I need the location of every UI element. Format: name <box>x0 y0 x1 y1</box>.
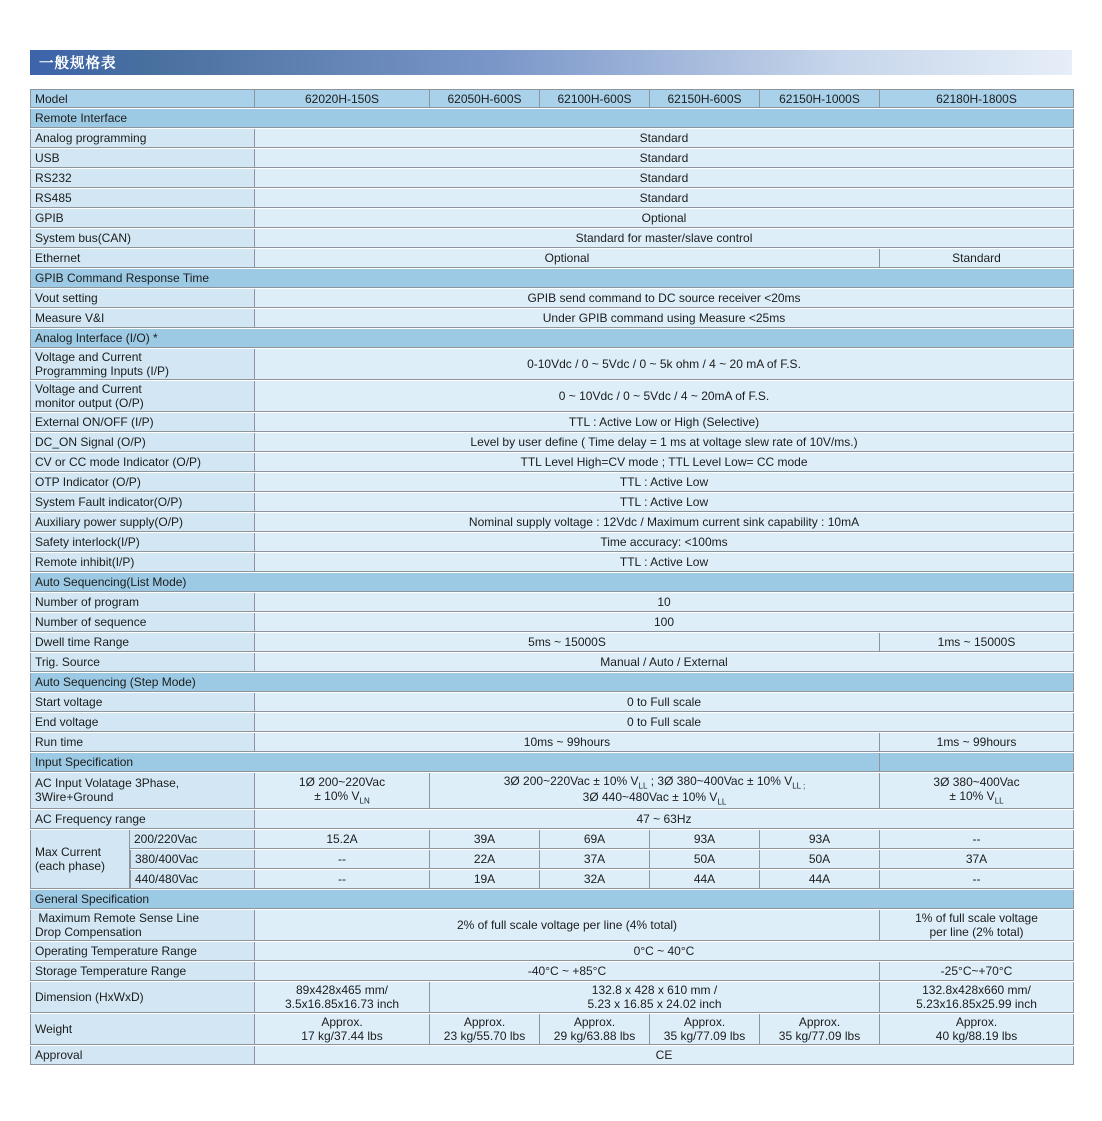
row-label: Auxiliary power supply(O/P) <box>30 513 255 532</box>
row-label: OTP Indicator (O/P) <box>30 473 255 492</box>
column-header: 62150H-1000S <box>760 89 880 108</box>
row-label: Dwell time Range <box>30 633 255 652</box>
spec-value: Approx. 35 kg/77.09 lbs <box>760 1014 880 1045</box>
spec-value: 0 ~ 10Vdc / 0 ~ 5Vdc / 4 ~ 20mA of F.S. <box>255 381 1074 412</box>
section-header: Auto Sequencing(List Mode) <box>30 573 1074 592</box>
table-row <box>30 593 1074 612</box>
table-row <box>30 513 1074 532</box>
column-header-model: Model <box>30 89 255 108</box>
table-row <box>30 433 1074 452</box>
spec-value: 47 ~ 63Hz <box>255 810 1074 829</box>
spec-value: Manual / Auto / External <box>255 653 1074 672</box>
table-row <box>30 713 1074 732</box>
table-row <box>30 413 1074 432</box>
spec-value: 32A <box>540 870 650 889</box>
spec-value: 44A <box>760 870 880 889</box>
spec-value: 37A <box>880 850 1074 869</box>
spec-value: 1% of full scale voltage per line (2% total) <box>880 910 1074 941</box>
section-row <box>30 673 1074 692</box>
spec-value: Optional <box>255 249 880 268</box>
spec-value: 1ms ~ 15000S <box>880 633 1074 652</box>
spec-value: Approx. 40 kg/88.19 lbs <box>880 1014 1074 1045</box>
spec-value: 132.8x428x660 mm/ 5.23x16.85x25.99 inch <box>880 982 1074 1013</box>
row-label: Approval <box>30 1046 255 1065</box>
section-header: Input Specification <box>30 753 880 772</box>
spec-value: Standard <box>255 189 1074 208</box>
section-row <box>30 109 1074 128</box>
table-row <box>30 129 1074 148</box>
section-header: Analog Interface (I/O) * <box>30 329 1074 348</box>
table-row <box>30 962 1074 981</box>
row-label: DC_ON Signal (O/P) <box>30 433 255 452</box>
spec-value: -40°C ~ +85°C <box>255 962 880 981</box>
row-label: End voltage <box>30 713 255 732</box>
spec-value: Standard for master/slave control <box>255 229 1074 248</box>
row-label: Voltage and Current Programming Inputs (I/P) <box>30 349 255 380</box>
spec-value: 5ms ~ 15000S <box>255 633 880 652</box>
section-header: GPIB Command Response Time <box>30 269 1074 288</box>
spec-value: 10ms ~ 99hours <box>255 733 880 752</box>
spec-value: GPIB send command to DC source receiver <20ms <box>255 289 1074 308</box>
table-row <box>30 653 1074 672</box>
section-header: Auto Sequencing (Step Mode) <box>30 673 1074 692</box>
table-row <box>30 733 1074 752</box>
column-header: 62100H-600S <box>540 89 650 108</box>
table-row <box>30 810 1074 829</box>
table-row <box>30 850 1074 869</box>
row-label: Number of sequence <box>30 613 255 632</box>
row-label: Maximum Remote Sense Line Drop Compensation <box>30 910 255 941</box>
table-row <box>30 533 1074 552</box>
spec-value: Standard <box>255 149 1074 168</box>
table-row <box>30 473 1074 492</box>
row-label: CV or CC mode Indicator (O/P) <box>30 453 255 472</box>
row-label: Storage Temperature Range <box>30 962 255 981</box>
row-label: AC Frequency range <box>30 810 255 829</box>
row-label: Analog programming <box>30 129 255 148</box>
spec-value: 93A <box>760 830 880 849</box>
table-row <box>30 830 1074 849</box>
spec-value: 100 <box>255 613 1074 632</box>
row-label: Ethernet <box>30 249 255 268</box>
spec-value: 37A <box>540 850 650 869</box>
row-sublabel: 200/220Vac <box>130 830 255 849</box>
spec-value: 0-10Vdc / 0 ~ 5Vdc / 0 ~ 5k ohm / 4 ~ 20 mA of F.S. <box>255 349 1074 380</box>
spec-value: Time accuracy: <100ms <box>255 533 1074 552</box>
spec-value: 1Ø 200~220Vac ± 10% $V_{LN}$ <box>255 773 430 809</box>
spec-value: 132.8 x 428 x 610 mm / 5.23 x 16.85 x 24.02 inch <box>430 982 880 1013</box>
row-label: External ON/OFF (I/P) <box>30 413 255 432</box>
spec-value: CE <box>255 1046 1074 1065</box>
table-row <box>30 553 1074 572</box>
spec-value: Approx. 17 kg/37.44 lbs <box>255 1014 430 1045</box>
spec-value: 0°C ~ 40°C <box>255 942 1074 961</box>
table-row <box>30 189 1074 208</box>
row-label: AC Input Volatage 3Phase, 3Wire+Ground <box>30 773 255 809</box>
section-row <box>30 890 1074 909</box>
table-row <box>30 249 1074 268</box>
row-sublabel: 380/400Vac <box>130 850 255 869</box>
table-row <box>30 942 1074 961</box>
table-row <box>30 149 1074 168</box>
spec-table <box>30 88 1074 1066</box>
table-row <box>30 982 1074 1013</box>
section-row <box>30 269 1074 288</box>
table-row <box>30 870 1074 889</box>
spec-value: TTL : Active Low or High (Selective) <box>255 413 1074 432</box>
spec-value: 93A <box>650 830 760 849</box>
row-label: Start voltage <box>30 693 255 712</box>
spec-value: 3Ø 200~220Vac ± 10% $V_{LL}$ ; 3Ø 380~400Vac ± 10% $V_{LL ;}$ 3Ø 440~480Vac ± 10% $V_{LL}$ <box>430 773 880 809</box>
table-row <box>30 169 1074 188</box>
spec-value: 50A <box>760 850 880 869</box>
spec-value: 50A <box>650 850 760 869</box>
spec-value: Approx. 23 kg/55.70 lbs <box>430 1014 540 1045</box>
spec-value: TTL : Active Low <box>255 493 1074 512</box>
spec-value: 3Ø 380~400Vac ± 10% $V_{LL}$ <box>880 773 1074 809</box>
table-row <box>30 1046 1074 1065</box>
section-header-extra <box>880 753 1074 772</box>
row-label: Operating Temperature Range <box>30 942 255 961</box>
table-row <box>30 209 1074 228</box>
spec-value: 19A <box>430 870 540 889</box>
table-row <box>30 289 1074 308</box>
spec-value: 89x428x465 mm/ 3.5x16.85x16.73 inch <box>255 982 430 1013</box>
column-header: 62020H-150S <box>255 89 430 108</box>
table-row <box>30 693 1074 712</box>
spec-value: TTL : Active Low <box>255 473 1074 492</box>
row-label: Trig. Source <box>30 653 255 672</box>
spec-value: 44A <box>650 870 760 889</box>
row-label: Weight <box>30 1014 255 1045</box>
page-title: 一般规格表 <box>39 56 117 72</box>
spec-value: 0 to Full scale <box>255 693 1074 712</box>
table-row <box>30 1014 1074 1045</box>
row-label: System bus(CAN) <box>30 229 255 248</box>
spec-value: 22A <box>430 850 540 869</box>
spec-value: 15.2A <box>255 830 430 849</box>
table-row <box>30 773 1074 809</box>
row-label: System Fault indicator(O/P) <box>30 493 255 512</box>
spec-value: Approx. 35 kg/77.09 lbs <box>650 1014 760 1045</box>
row-label: Measure V&I <box>30 309 255 328</box>
table-row <box>30 349 1074 380</box>
spec-value: 39A <box>430 830 540 849</box>
spec-value: Standard <box>255 169 1074 188</box>
section-title-band <box>30 50 1072 75</box>
row-label: RS232 <box>30 169 255 188</box>
table-row <box>30 229 1074 248</box>
row-label: Remote inhibit(I/P) <box>30 553 255 572</box>
table-row <box>30 381 1074 412</box>
spec-value: -- <box>255 850 430 869</box>
spec-value: 0 to Full scale <box>255 713 1074 732</box>
section-header: Remote Interface <box>30 109 1074 128</box>
row-label: Number of program <box>30 593 255 612</box>
row-label: RS485 <box>30 189 255 208</box>
column-header: 62050H-600S <box>430 89 540 108</box>
column-header: 62150H-600S <box>650 89 760 108</box>
spec-value: 1ms ~ 99hours <box>880 733 1074 752</box>
spec-value: Standard <box>880 249 1074 268</box>
spec-value: Standard <box>255 129 1074 148</box>
spec-value: 69A <box>540 830 650 849</box>
table-row <box>30 493 1074 512</box>
table-row <box>30 453 1074 472</box>
spec-value: Approx. 29 kg/63.88 lbs <box>540 1014 650 1045</box>
table-row <box>30 309 1074 328</box>
row-sublabel: 440/480Vac <box>130 870 255 889</box>
spec-value: TTL Level High=CV mode ; TTL Level Low= CC mode <box>255 453 1074 472</box>
row-label: Voltage and Current monitor output (O/P) <box>30 381 255 412</box>
row-label: GPIB <box>30 209 255 228</box>
table-row <box>30 613 1074 632</box>
row-label: Run time <box>30 733 255 752</box>
section-row <box>30 573 1074 592</box>
spec-value: TTL : Active Low <box>255 553 1074 572</box>
page-root <box>0 50 1102 1121</box>
section-header: General Specification <box>30 890 1074 909</box>
row-label: Max Current (each phase) <box>30 830 130 889</box>
spec-value: -- <box>880 830 1074 849</box>
section-row <box>30 753 1074 772</box>
spec-value: Level by user define ( Time delay = 1 ms at voltage slew rate of 10V/ms.) <box>255 433 1074 452</box>
table-row <box>30 633 1074 652</box>
section-row <box>30 329 1074 348</box>
column-header: 62180H-1800S <box>880 89 1074 108</box>
spec-value: Nominal supply voltage : 12Vdc / Maximum current sink capability : 10mA <box>255 513 1074 532</box>
row-label: Dimension (HxWxD) <box>30 982 255 1013</box>
spec-value: Optional <box>255 209 1074 228</box>
spec-value: 10 <box>255 593 1074 612</box>
table-row <box>30 910 1074 941</box>
spec-value: 2% of full scale voltage per line (4% total) <box>255 910 880 941</box>
spec-value: Under GPIB command using Measure <25ms <box>255 309 1074 328</box>
spec-value: -25°C~+70°C <box>880 962 1074 981</box>
row-label: Vout setting <box>30 289 255 308</box>
spec-value: -- <box>880 870 1074 889</box>
spec-value: -- <box>255 870 430 889</box>
row-label: USB <box>30 149 255 168</box>
row-label: Safety interlock(I/P) <box>30 533 255 552</box>
